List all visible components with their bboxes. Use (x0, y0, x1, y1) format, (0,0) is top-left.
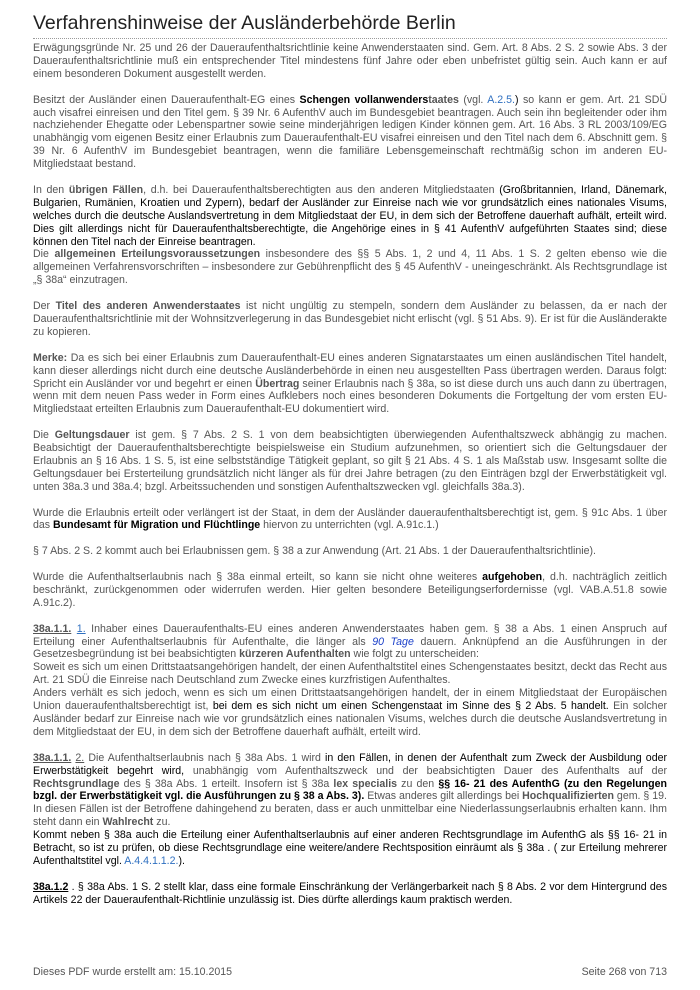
paragraph-6: Die Geltungsdauer ist gem. § 7 Abs. 2 S. 1 von dem beabsichtigten überwiegenden Aufenthaltszweck abhängig zu machen. Beabsichtigt der Daueraufenthaltsberechtigte beispielsweise ein Studium aufzunehmen, so orientiert sich die Geltungsdauer der Erlaubnis an § 16 Abs. 1 S. 5, ist eine selbstständige Tätigkeit geplant, so gilt § 21 Abs. 4 S. 1 als Maßstab usw. Insgesamt sollte die Geltungsdauer bei Ersterteilung grundsätzlich nicht länger als für drei Jahre betragen (zu den Einträgen bzgl der Erwerbstätigkeit vgl. unten 38a.3 und 38a.4; bzgl. Arbeitssuchenden und sonstigen Aufenthaltszwecken vgl. gleichfalls 38a.3). (33, 429, 668, 493)
paragraph-3: In den übrigen Fällen, d.h. bei Daueraufenthaltsberechtigten aus den anderen Mitgliedstaaten (Großbritannien, Irland, Dänemark, Bulgarien, Rumänien, Kroatien und Zypern), bedarf der Ausländer zur Einreise nach wie vor grundsätzlich eines nationales Visums, welches durch die deutsche Auslandsvertretung in dem Mitgliedstaat der EU, in dem sich der Betroffene dauerhaft aufhält, erteilt wird. Dies gilt allerdings nicht für Daueraufenthaltsberechtigte, die Angehörige eines in § 41 AufenthV aufgeführten Staates sind; diese können den Titel nach der Einreise beantragen. Die allgemeinen Erteilungsvoraussetzungen insbesondere des §§ 5 Abs. 1, 2 und 4, 11 Abs. 1 S. 2 gelten ebenso wie die allgemeinen Verfahrensvorschriften – insbesondere zur Gebührenpflicht des § 45 AufenthV - uneingeschränkt. Als Rechtsgrundlage ist „§ 38a“ einzutragen. (33, 183, 668, 287)
cross-reference-link[interactable]: A.4.4.1.1.2. (124, 854, 179, 867)
creation-date: Dieses PDF wurde erstellt am: 15.10.2015 (33, 966, 233, 978)
paragraph-7: Wurde die Erlaubnis erteilt oder verlängert ist der Staat, in dem der Ausländer daueraufenthaltsberechtigt ist, gem. § 91c Abs. 1 über das Bundesamt für Migration und Flüchtlinge hiervon zu unterrichten (vgl. A.91c.1.) (33, 506, 667, 532)
section-number: 38a.1.1. (33, 622, 72, 635)
paragraph-8: § 7 Abs. 2 S. 2 kommt auch bei Erlaubnissen gem. § 38 a zur Anwendung (Art. 21 Abs. 1 der Daueraufenthaltsrichtlinie). (33, 545, 596, 558)
cross-reference-link[interactable]: A.2.5 (487, 93, 513, 106)
paragraph-12: 38a.1.2 . § 38a Abs. 1 S. 2 stellt klar, dass eine formale Einschränkung der Verlängerbarkeit nach § 8 Abs. 2 vor dem Hintergrund des Artikels 22 der Daueraufenthalt-Richtlinie unzulässig ist. Dies dürfte allerdings kaum praktisch werden. (33, 880, 667, 906)
paragraph-1: Erwägungsgründe Nr. 25 und 26 der Daueraufenthaltsrichtlinie keine Anwenderstaaten sind. Gem. Art. 8 Abs. 2 S. 2 sowie Abs. 3 der Daueraufenthaltsrichtlinie muß ein entsprechender Titel mindestens fünf Jahre oder eben unbefristet gültig sein. Auch kann er auf einem besonderen Dokument ausgestellt werden. (33, 42, 667, 80)
section-number: 38a.1.2 (33, 880, 69, 893)
subsection-number: 1. (76, 622, 86, 635)
document-page (33, 0, 667, 990)
paragraph-5: Merke: Da es sich bei einer Erlaubnis zum Daueraufenthalt-EU eines anderen Signatarstaates um einen ausländischen Titel handelt, kann dieser allerdings nicht durch eine deutsche Ausländerbehörde in einen neu ausgestellten Pass übertragen werden. Daraus folgt: Spricht ein Ausländer vor und begehrt er einen Übertrag seiner Erlaubnis nach § 38a, so ist diese durch uns auch dann zu übertragen, wenn mit dem neuen Pass weder in Form eines Aufklebers noch eines besonderen Dokuments die Fortgeltung der vom ersten EU-Mitgliedstaat erteilten Erlaubnis zum Daueraufenthalt-EU dokumentiert wird. (33, 351, 667, 416)
paragraph-10: 38a.1.1. 1. Inhaber eines Daueraufenthalts-EU eines anderen Anwenderstaates haben gem. § 38 a Abs. 1 einen Anspruch auf Erteilung einer Aufenthaltserlaubnis für Aufenthalte, die länger als 90 Tage dauern. Anknüpfend an die Ausführungen in der Gesetzesbegründung ist bei beabsichtigten kürzeren Aufenthalten wie folgt zu unterscheiden: Soweit es sich um einen Drittstaatsangehörigen handelt, der einen Aufenthaltstitel eines Schengenstaates besitzt, deckt das Recht aus Art. 21 SDÜ die Einreise nach Deutschland zum Zwecke eines kurzfristigen Aufenthaltes. Anders verhält es sich jedoch, wenn es sich um einen Drittstaatsangehörigen handelt, der in einem Mitgliedstaat der Europäischen Union daueraufenthaltsberechtigt ist, bei dem es sich nicht um einen Schengenstaat im Sinne des § 2 Abs. 5 handelt. Ein solcher Ausländer bedarf zur Einreise nach wie vor grundsätzlich eines nationalen Visums, welches durch die deutsche Auslandsvertretung in dem Mitgliedstaat der EU, in dem sich der Betroffene dauerhaft aufhält, erteilt wird. (33, 622, 667, 738)
paragraph-4: Der Titel des anderen Anwenderstaates ist nicht ungültig zu stempeln, sondern dem Ausländer zu belassen, da er nach der Daueraufenthaltsrichtlinie mit der Wohnsitzverlegerung in das Bundesgebiet nicht erlischt (vgl. § 51 Abs. 9). Er ist für die Ausländerakte zu kopieren. (33, 300, 668, 338)
days-highlight: 90 Tage (372, 635, 414, 648)
document-body (33, 42, 667, 919)
paragraph-2: Besitzt der Ausländer einen Daueraufenthalt-EG eines Schengen vollanwenderstaates (vgl. A.2.5.) so kann er gem. Art. 21 SDÜ auch visafrei einreisen und den Titel gem. § 39 Nr. 6 AufenthV auch im Bundesgebiet beantragen. Auch sein ihn begleitender oder ihm nachziehender Ehegatte oder Lebenspartner sowie seine minderjährigen ledigen Kinder können gem. Art. 16 Abs. 3 RL 2003/109/EG unabhängig vom eigenen Besitz einer Erlaubnis zum Daueraufenthalt-EU visafrei einreisen und den Titel nach dem 6. Abschnitt gem. § 39 Nr. 6 AufenthV im Bundesgebiet beantragen, wenn die familiäre Lebensgemeinschaft rechtmäßig schon im anderen EU-Mitgliedstaat bestand. (33, 93, 667, 171)
page-title: Verfahrenshinweise der Ausländerbehörde Berlin (33, 11, 667, 39)
page-footer (33, 966, 667, 978)
section-number: 38a.1.1. (33, 751, 72, 764)
page-number: Seite 268 von 713 (581, 966, 667, 978)
subsection-number: 2. (75, 751, 85, 764)
paragraph-11: 38a.1.1. 2. Die Aufenthaltserlaubnis nach § 38a Abs. 1 wird in den Fällen, in denen der Aufenthalt zum Zweck der Ausbildung oder Erwerbstätigkeit begehrt wird, unabhängig vom Aufenthaltszweck und der beabsichtigten Dauer des Aufenthalts auf der Rechtsgrundlage des § 38a Abs. 1 erteilt. Insofern ist § 38a lex specialis zu den §§ 16- 21 des AufenthG (zu den Regelungen bzgl. der Erwerbstätigkeit vgl. die Ausführungen zu § 38 a Abs. 3). Etwas anderes gilt allerdings bei Hochqualifizierten gem. § 19. In diesen Fällen ist der Betroffene dahingehend zu beraten, dass er auch unmittelbar eine Niederlassungserlaubnis erhalten kann. Ihm steht dann ein Wahlrecht zu. Kommt neben § 38a auch die Erteilung einer Aufenthaltserlaubnis auf einer anderen Rechtsgrundlage im AufenthG als §§ 16- 21 in Betracht, so ist zu prüfen, ob diese Rechtsgrundlage eine weitere/andere Rechtsposition einräumt als § 38a . ( zur Erteilung mehrerer Aufenthaltstitel vgl. A.4.4.1.1.2.). (33, 751, 668, 867)
paragraph-9: Wurde die Aufenthaltserlaubnis nach § 38a einmal erteilt, so kann sie nicht ohne weiteres aufgehoben, d.h. nachträglich zeitlich beschränkt, zurückgenommen oder widerrufen werden. Hier gelten besondere Beteiligungserfordernisse (vgl. VAB.A.51.8 sowie A.91c.2). (33, 571, 667, 609)
